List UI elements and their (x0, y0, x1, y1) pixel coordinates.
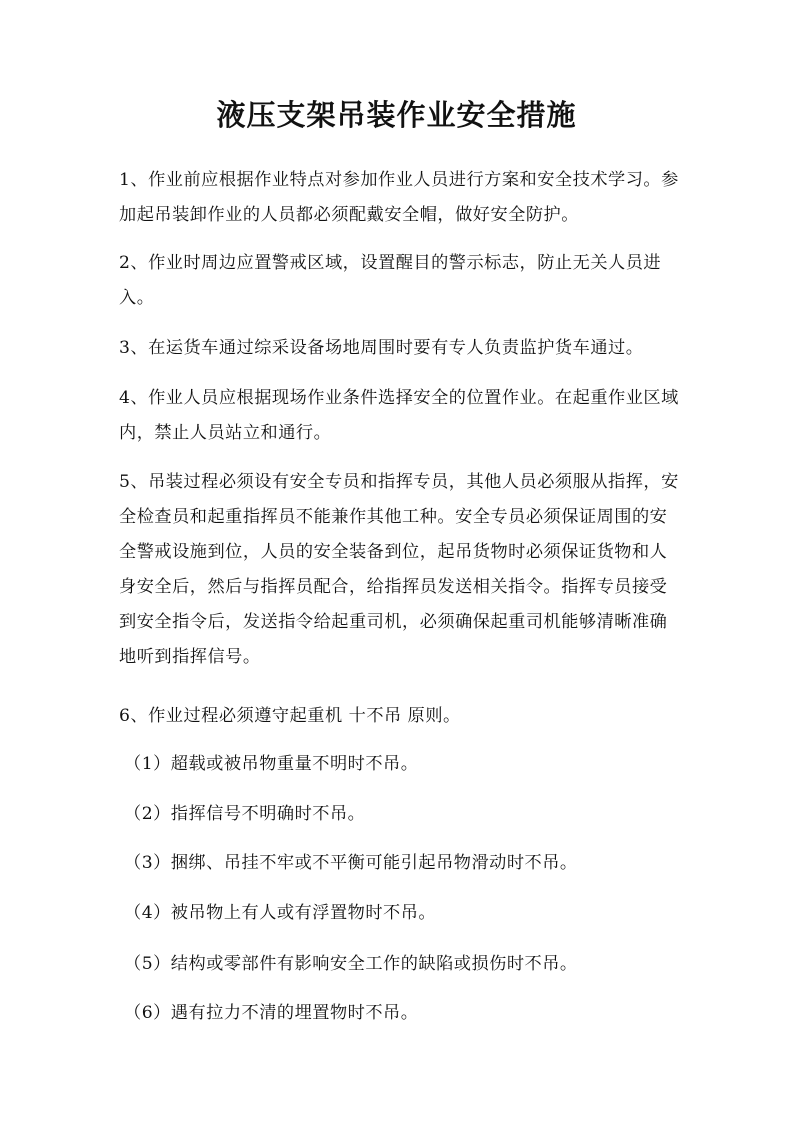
paragraph-2: 2、作业时周边应置警戒区域，设置醒目的警示标志，防止无关人员进入。 (119, 253, 662, 308)
rule-item-4: （4）被吊物上有人或有浮置物时不吊。 (124, 903, 437, 923)
paragraph-3: 3、在运货车通过综采设备场地周围时要有专人负责监护货车通过。 (119, 338, 644, 358)
paragraph-6: 6、作业过程必须遵守起重机 十不吊 原则。 (119, 706, 461, 726)
paragraph-1: 1、作业前应根据作业特点对参加作业人员进行方案和安全技术学习。参加起吊装卸作业的人员都必须配戴安全帽，做好安全防护。 (119, 170, 679, 225)
rule-item-2: （2）指挥信号不明确时不吊。 (124, 804, 366, 824)
paragraph-4: 4、作业人员应根据现场作业条件选择安全的位置作业。在起重作业区域内，禁止人员站立和通行。 (119, 388, 679, 443)
rule-item-1: （1）超载或被吊物重量不明时不吊。 (124, 754, 419, 774)
document-title: 液压支架吊装作业安全措施 (216, 98, 577, 132)
rule-item-3: （3）捆绑、吊挂不牢或不平衡可能引起吊物滑动时不吊。 (124, 853, 578, 873)
rule-item-6: （6）遇有拉力不清的埋置物时不吊。 (124, 1003, 419, 1023)
paragraph-5: 5、吊装过程必须设有安全专员和指挥专员，其他人员必须服从指挥，安全检查员和起重指挥员不能兼作其他工种。安全专员必须保证周围的安全警戒设施到位，人员的安全装备到位，起吊货物时必须保证货物和人身安全后，然后与指挥员配合，给指挥员发送相关指令。指挥专员接受到安全指令后，发送指令给起重司机，必须确保起重司机能够清晰准确地听到指挥信号。 (119, 472, 679, 667)
rule-item-5: （5）结构或零部件有影响安全工作的缺陷或损伤时不吊。 (124, 954, 578, 974)
